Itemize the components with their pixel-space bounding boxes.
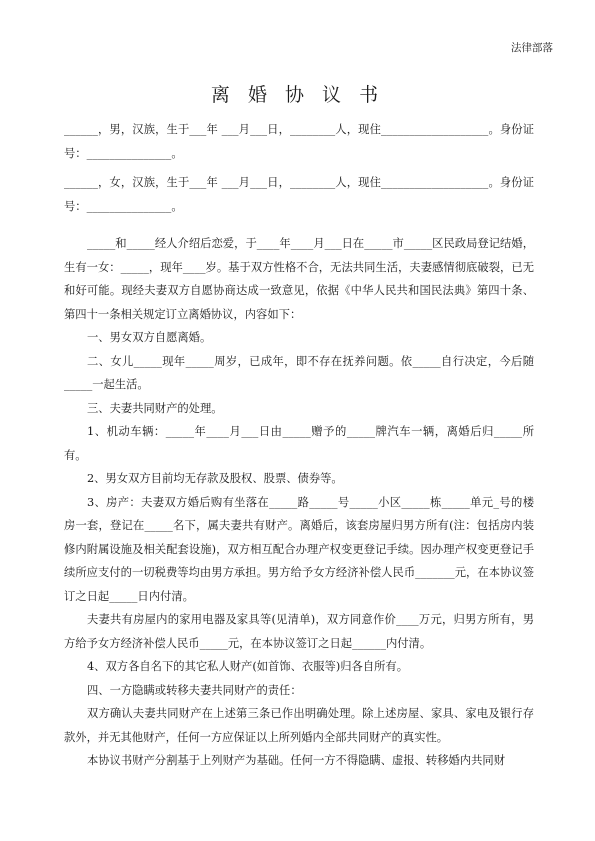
- source-label: 法律部落: [511, 42, 553, 54]
- background-paragraph: _____和_____经人介绍后恋爱，于____年____月___日在_____市_____区民政局登记结婚，生有一女：_____，现年____岁。基于双方性格不合，无法共同生活，夫妻感情彻底破裂，已无和好可能。现经夫妻双方自愿协商达成一致意见，依据《中华人民共和国民法典》第四十条、第四十一条相关规定订立离婚协议，内容如下：: [64, 237, 534, 321]
- party-female-info: ______，女，汉族，生于___年 ___月___日，________人，现住___________________。身份证号：_______________。: [64, 176, 534, 213]
- clause-4-basis: 本协议书财产分割基于上列财产为基础。任何一方不得隐瞒、虚报、转移婚内共同财: [87, 754, 505, 767]
- clause-4-heading: 四、一方隐瞒或转移夫妻共同财产的责任：: [87, 683, 302, 697]
- clause-1: 一、男女双方自愿离婚。: [87, 331, 212, 344]
- party-male-info: ______，男，汉族，生于___年 ___月___日，________人，现住___________________。身份证号：_______________。: [64, 123, 534, 160]
- clause-4-confirmation: 双方确认夫妻共同财产在上述第三条已作出明确处理。除上述房屋、家具、家电及银行存款外，并无其他财产，任何一方应保证以上所列婚内全部共同财产的真实性。: [64, 707, 534, 744]
- document-title: 离 婚 协 议 书: [210, 84, 385, 106]
- clause-3-4-personal: 4、双方各自名下的其它私人财产(如首饰、衣服等)归各自所有。: [87, 660, 409, 673]
- clause-2: 二、女儿_____现年_____周岁，已成年，即不存在抚养问题。依_____自行决定，今后随_____一起生活。: [64, 354, 534, 391]
- clause-3-3-furniture: 夫妻共有房屋内的家用电器及家具等(见清单)，双方同意作价____万元，归男方所有，男方给予女方经济补偿人民币_____元，在本协议签订之日起______内付清。: [64, 613, 534, 650]
- clause-3-2-deposits: 2、男女双方目前均无存款及股权、股票、债券等。: [87, 472, 343, 485]
- clause-3-heading: 三、夫妻共同财产的处理。: [87, 401, 223, 415]
- clause-3-3-property: 3、房产：夫妻双方婚后购有坐落在_____路_____号_____小区_____栋_____单元_号的楼房一套，登记在_____名下，属夫妻共有财产。离婚后，该套房屋归男方所有(注：包括房内装修内附属设施及相关配套设施)，双方相互配合办理产权变更登记手续。因办理产权变更登记手续所应支付的一切税费等均由男方承担。男方给予女方经济补偿人民币_______元，在本协议签订之日起_____日内付清。: [64, 495, 534, 603]
- clause-3-1-vehicle: 1、机动车辆：_____年____月___日由_____赠予的_____牌汽车一辆，离婚后归_____所有。: [64, 425, 534, 462]
- document-body: [64, 118, 534, 773]
